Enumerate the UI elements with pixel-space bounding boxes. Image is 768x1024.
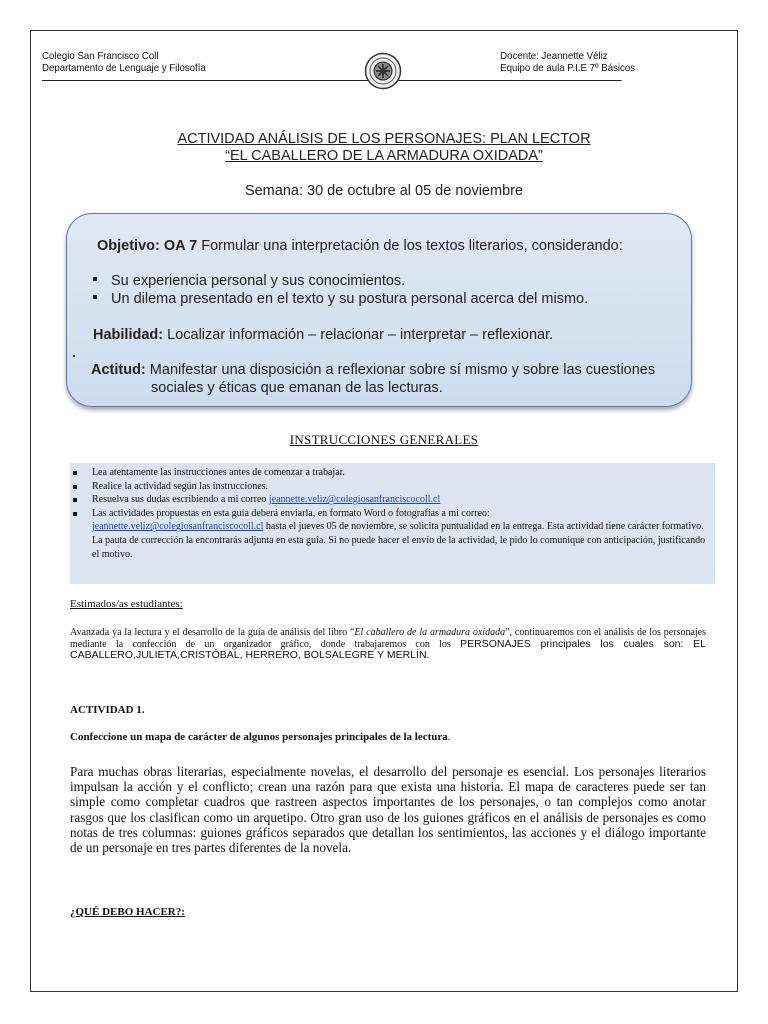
week-dates: Semana: 30 de octubre al 05 de noviembre bbox=[244, 183, 524, 199]
school-name: Colegio San Francisco Coll bbox=[42, 50, 159, 62]
objective-line bbox=[97, 238, 623, 254]
skill-text: Localizar información – relacionar – interpretar – reflexionar. bbox=[167, 327, 554, 343]
main-paragraph: Para muchas obras literarias, especialmente novelas, el desarrollo del personaje es esencial. Los personajes literarios impulsan la acción y el conflicto; crean una razón para que exista una historia. El mapa de caracteres puede ser tan simple como completar cuadros que rastreen aspectos importantes de los personajes, o tan complejos como anotar rasgos que los clasifican como un arquetipo. Otro gran uso de los guiones gráficos en el análisis de personajes es como notas de tres columnas: guiones gráficos separados que detallan los sentimientos, las acciones y el diálogo importante de un personaje en tres partes diferentes de la novela. bbox=[70, 764, 706, 856]
skill-line bbox=[93, 327, 553, 343]
department-name: Departamento de Lenguaje y Filosofía bbox=[42, 62, 206, 74]
instruction-item-2: Realice la actividad según las instrucciones. bbox=[70, 480, 710, 494]
skill-label: Habilidad: bbox=[93, 327, 164, 343]
instructions-list bbox=[70, 466, 710, 561]
attitude-line-2: sociales y éticas que emanan de las lecturas. bbox=[151, 380, 443, 396]
activity-title: ACTIVIDAD 1. bbox=[70, 704, 145, 716]
objective-text: Formular una interpretación de los textos literarios, considerando: bbox=[201, 238, 623, 254]
school-seal-icon bbox=[364, 52, 402, 90]
objective-label: Objetivo: bbox=[97, 238, 160, 254]
title-line-2: “EL CABALLERO DE LA ARMADURA OXIDADA” bbox=[225, 148, 543, 164]
book-title: El caballero de la armadura oxidada bbox=[354, 627, 506, 638]
instruction-item-4: Las actividades propuestas en esta guía deberá enviarla, en formato Word o fotografías a mi correo: jeannette.veliz@colegiosanfranciscocoll.cl hasta el jueves 05 de noviembre, se solicita puntualidad en la entrega. Esta actividad tiene carácter formativo. La pauta de corrección la encontrarás adjunta en esta guía. Si no puede hacer el envío de la actividad, le pido lo comunique con anticipación, justificando el motivo. bbox=[70, 507, 710, 561]
objective-code: OA 7 bbox=[163, 238, 198, 254]
activity-instruction: Confeccione un mapa de carácter de algunos personajes principales de la lectura bbox=[70, 731, 448, 743]
attitude-text: Manifestar una disposición a reflexionar sobre sí mismo y sobre las cuestiones bbox=[149, 362, 656, 378]
stray-dot bbox=[73, 355, 75, 357]
document-header bbox=[42, 50, 636, 81]
header-right bbox=[500, 50, 635, 74]
square-bullet-icon bbox=[73, 485, 77, 489]
instruction-item-3: Resuelva sus dudas escribiendo a mi correo jeannette.veliz@colegiosanfranciscocoll.cl bbox=[70, 493, 710, 507]
team-name: Equipo de aula P.I.E 7º Básicos bbox=[500, 62, 636, 74]
intro-paragraph: Avanzada ya la lectura y el desarrollo de la guía de análisis del libro “El caballero de la armadura oxidada”, continuaremos con el análisis de los personajes mediante la confección de un organizador gráfico, donde trabajaremos con los PERSONAJES principales los cuales son: EL CABALLERO,JULIETA,CRISTÓBAL, HERRERO, BOLSALEGRE Y MERLÍN. bbox=[70, 627, 707, 662]
instruction-item-1: Lea atentamente las instrucciones antes de comenzar a trabajar. bbox=[70, 466, 710, 480]
activity-instruction-line: Confeccione un mapa de carácter de algunos personajes principales de la lectura. bbox=[70, 731, 451, 743]
title-line-1: ACTIVIDAD ANÁLISIS DE LOS PERSONAJES: PLAN LECTOR bbox=[177, 131, 591, 147]
square-bullet-icon bbox=[73, 498, 77, 502]
attitude-label: Actitud: bbox=[91, 362, 146, 378]
objective-box bbox=[66, 213, 692, 407]
square-bullet-icon bbox=[73, 512, 77, 516]
square-bullet-icon bbox=[93, 295, 97, 299]
teacher-name: Docente: Jeannette Véliz bbox=[500, 50, 608, 62]
greeting: Estimados/as estudiantes: bbox=[70, 598, 183, 610]
email-link[interactable]: jeannette.veliz@colegiosanfranciscocoll.cl bbox=[268, 494, 441, 506]
question-heading: ¿QUÉ DEBO HACER?: bbox=[70, 906, 185, 918]
instructions-title: INSTRUCCIONES GENERALES bbox=[289, 432, 479, 447]
objective-bullet-1: Su experiencia personal y sus conocimientos. bbox=[93, 273, 405, 289]
attitude-line-1 bbox=[91, 362, 655, 378]
objective-bullet-2: Un dilema presentado en el texto y su postura personal acerca del mismo. bbox=[93, 291, 588, 307]
email-link[interactable]: jeannette.veliz@colegiosanfranciscocoll.cl bbox=[92, 521, 264, 533]
square-bullet-icon bbox=[93, 277, 97, 281]
header-left bbox=[42, 50, 206, 74]
square-bullet-icon bbox=[73, 471, 77, 475]
